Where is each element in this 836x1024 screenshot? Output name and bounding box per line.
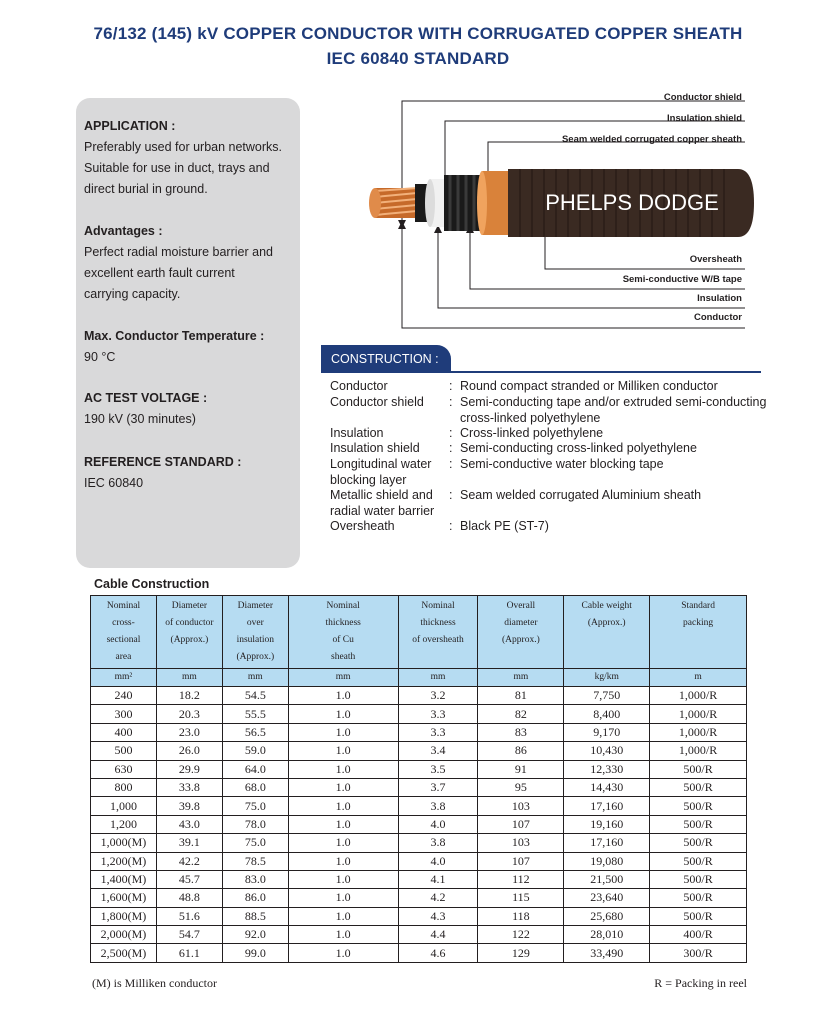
table-cell: 2,000(M)	[91, 926, 157, 944]
table-cell: 500/R	[650, 907, 747, 925]
callout-insulation-shield: Insulation shield	[667, 113, 742, 124]
table-cell: 1.0	[288, 889, 398, 907]
unit-cell: mm	[398, 669, 478, 687]
table-cell: 20.3	[156, 705, 222, 723]
column-header-line: of Cu	[332, 635, 354, 645]
table-cell: 4.6	[398, 944, 478, 962]
max-temp-heading: Max. Conductor Temperature :	[84, 329, 265, 343]
advantages-text	[84, 242, 273, 305]
table-cell: 500/R	[650, 815, 747, 833]
column-header	[91, 596, 157, 669]
table-row	[91, 723, 747, 741]
table-title: Cable Construction	[94, 577, 210, 591]
column-header-line: insulation	[236, 635, 275, 645]
advantages-line: excellent earth fault current	[84, 266, 235, 280]
table-cell: 17,160	[564, 834, 650, 852]
construction-value: Semi-conductive water blocking tape	[460, 457, 664, 471]
table-cell: 1.0	[288, 815, 398, 833]
table-cell: 4.0	[398, 815, 478, 833]
table-cell: 1,000/R	[650, 705, 747, 723]
column-header-line: (Approx.)	[587, 618, 626, 628]
table-row	[91, 870, 747, 888]
table-cell: 500/R	[650, 870, 747, 888]
column-header-line: Standard	[681, 601, 715, 611]
construction-value: Seam welded corrugated Aluminium sheath	[460, 488, 702, 502]
table-cell: 4.1	[398, 870, 478, 888]
column-header-line: Diameter	[171, 601, 208, 611]
table-row	[91, 907, 747, 925]
table-cell: 400	[91, 723, 157, 741]
table-cell: 1,200(M)	[91, 852, 157, 870]
table-cell: 86	[478, 742, 564, 760]
column-header-line: Diameter	[237, 601, 273, 611]
header-row	[91, 596, 747, 669]
column-header	[288, 596, 398, 669]
reference-standard-heading: REFERENCE STANDARD :	[84, 455, 242, 469]
column-header-line: Nominal	[421, 601, 455, 611]
table-row	[91, 778, 747, 796]
table-cell: 107	[478, 852, 564, 870]
application-text	[84, 137, 282, 200]
table-cell: 122	[478, 926, 564, 944]
footnote-reel: R = Packing in reel	[654, 976, 747, 990]
table-cell: 82	[478, 705, 564, 723]
table-row	[91, 926, 747, 944]
construction-value: Black PE (ST-7)	[460, 519, 549, 533]
construction-key: Conductor shield	[330, 395, 424, 409]
table-cell: 75.0	[222, 797, 288, 815]
table-cell: 1,200	[91, 815, 157, 833]
column-header-line: thickness	[325, 618, 361, 628]
table-cell: 1.0	[288, 778, 398, 796]
table-cell: 2,500(M)	[91, 944, 157, 962]
column-header	[222, 596, 288, 669]
table-cell: 55.5	[222, 705, 288, 723]
table-cell: 39.8	[156, 797, 222, 815]
table-cell: 1,000/R	[650, 742, 747, 760]
construction-key: Insulation	[330, 426, 384, 440]
table-cell: 115	[478, 889, 564, 907]
table-cell: 1,000(M)	[91, 834, 157, 852]
construction-key: Longitudinal water blocking layer	[330, 457, 432, 487]
table-cell: 4.0	[398, 852, 478, 870]
table-cell: 83.0	[222, 870, 288, 888]
ac-test-value: 190 kV (30 minutes)	[84, 412, 196, 426]
table-cell: 1.0	[288, 870, 398, 888]
ac-test-heading: AC TEST VOLTAGE :	[84, 391, 208, 405]
table-row	[91, 797, 747, 815]
table-cell: 1.0	[288, 687, 398, 705]
column-header-line: cross-	[112, 618, 135, 628]
table-cell: 112	[478, 870, 564, 888]
table-cell: 1,000/R	[650, 723, 747, 741]
construction-divider	[321, 371, 761, 373]
construction-key: Oversheath	[330, 519, 395, 533]
table-cell: 129	[478, 944, 564, 962]
construction-key: Metallic shield and radial water barrier	[330, 488, 435, 518]
table-cell: 1.0	[288, 705, 398, 723]
table-cell: 68.0	[222, 778, 288, 796]
unit-cell: m	[650, 669, 747, 687]
column-header-line: thickness	[420, 618, 456, 628]
column-header-line: Nominal	[106, 601, 141, 611]
column-header-line: packing	[683, 618, 714, 628]
table-cell: 8,400	[564, 705, 650, 723]
table-cell: 99.0	[222, 944, 288, 962]
advantages-heading: Advantages :	[84, 224, 163, 238]
application-line: direct burial in ground.	[84, 182, 208, 196]
table-cell: 19,160	[564, 815, 650, 833]
table-row	[91, 760, 747, 778]
construction-value: Round compact stranded or Milliken conductor	[460, 379, 718, 393]
table-cell: 1,600(M)	[91, 889, 157, 907]
table-cell: 54.5	[222, 687, 288, 705]
table-cell: 18.2	[156, 687, 222, 705]
column-header	[398, 596, 478, 669]
table-row	[91, 815, 747, 833]
callout-wb-tape: Semi-conductive W/B tape	[622, 274, 742, 285]
table-cell: 12,330	[564, 760, 650, 778]
table-cell: 3.8	[398, 797, 478, 815]
table-cell: 4.3	[398, 907, 478, 925]
table-row	[91, 852, 747, 870]
unit-cell: mm	[222, 669, 288, 687]
table-cell: 1.0	[288, 907, 398, 925]
unit-cell: mm	[156, 669, 222, 687]
table-cell: 3.8	[398, 834, 478, 852]
table-cell: 64.0	[222, 760, 288, 778]
construction-key: Insulation shield	[330, 441, 420, 455]
conductor-strands	[369, 188, 417, 218]
table-cell: 500/R	[650, 778, 747, 796]
cable-diagram	[360, 85, 760, 340]
advantages-line: carrying capacity.	[84, 287, 181, 301]
column-header-line: sheath	[331, 652, 356, 662]
table-row	[91, 705, 747, 723]
table-cell: 3.4	[398, 742, 478, 760]
column-header	[564, 596, 650, 669]
table-cell: 83	[478, 723, 564, 741]
table-cell: 1.0	[288, 742, 398, 760]
construction-value: Semi-conducting cross-linked polyethylene	[460, 441, 697, 455]
construction-heading: CONSTRUCTION :	[321, 345, 451, 373]
table-cell: 43.0	[156, 815, 222, 833]
column-header-line: Overall	[506, 601, 536, 611]
advantages-line: Perfect radial moisture barrier and	[84, 245, 273, 259]
table-cell: 75.0	[222, 834, 288, 852]
unit-cell: kg/km	[564, 669, 650, 687]
table-cell: 3.3	[398, 723, 478, 741]
table-cell: 1.0	[288, 834, 398, 852]
table-cell: 1,800(M)	[91, 907, 157, 925]
table-cell: 33,490	[564, 944, 650, 962]
table-cell: 7,750	[564, 687, 650, 705]
table-cell: 51.6	[156, 907, 222, 925]
table-cell: 500/R	[650, 852, 747, 870]
footnote-milliken: (M) is Milliken conductor	[92, 976, 217, 990]
column-header	[156, 596, 222, 669]
table-cell: 78.5	[222, 852, 288, 870]
table-row	[91, 889, 747, 907]
column-header-line: of oversheath	[412, 635, 464, 645]
table-cell: 61.1	[156, 944, 222, 962]
table-cell: 4.4	[398, 926, 478, 944]
table-cell: 4.2	[398, 889, 478, 907]
table-cell: 23,640	[564, 889, 650, 907]
table-cell: 1.0	[288, 852, 398, 870]
table-cell: 1.0	[288, 944, 398, 962]
table-cell: 500/R	[650, 760, 747, 778]
application-heading: APPLICATION :	[84, 119, 176, 133]
column-header-line: (Approx.)	[170, 635, 209, 645]
table-cell: 91	[478, 760, 564, 778]
table-cell: 48.8	[156, 889, 222, 907]
column-header-line: of conductor	[165, 618, 214, 628]
table-cell: 103	[478, 834, 564, 852]
table-cell: 54.7	[156, 926, 222, 944]
table-cell: 3.5	[398, 760, 478, 778]
callout-insulation: Insulation	[697, 293, 742, 304]
page-title: 76/132 (145) kV COPPER CONDUCTOR WITH CORRUGATED COPPER SHEATH	[93, 24, 743, 43]
table-cell: 1,000/R	[650, 687, 747, 705]
table-cell: 92.0	[222, 926, 288, 944]
application-line: Suitable for use in duct, trays and	[84, 161, 270, 175]
table-cell: 17,160	[564, 797, 650, 815]
table-cell: 10,430	[564, 742, 650, 760]
callout-conductor: Conductor	[693, 312, 742, 323]
table-cell: 800	[91, 778, 157, 796]
table-cell: 1,000	[91, 797, 157, 815]
table-cell: 630	[91, 760, 157, 778]
table-row	[91, 687, 747, 705]
callout-copper-sheath: Seam welded corrugated copper sheath	[561, 134, 742, 145]
table-cell: 59.0	[222, 742, 288, 760]
callout-conductor-shield: Conductor shield	[663, 92, 742, 103]
table-row	[91, 944, 747, 962]
table-cell: 86.0	[222, 889, 288, 907]
table-cell: 3.3	[398, 705, 478, 723]
table-cell: 81	[478, 687, 564, 705]
table-cell: 23.0	[156, 723, 222, 741]
table-cell: 3.2	[398, 687, 478, 705]
column-header-line: Cable weight	[581, 601, 632, 611]
table-cell: 107	[478, 815, 564, 833]
table-cell: 500/R	[650, 889, 747, 907]
column-header-line: diameter	[504, 618, 538, 628]
unit-cell: mm	[478, 669, 564, 687]
table-cell: 500/R	[650, 834, 747, 852]
column-header-line: over	[246, 618, 264, 628]
cable-construction-table	[90, 595, 747, 963]
table-cell: 19,080	[564, 852, 650, 870]
table-cell: 78.0	[222, 815, 288, 833]
column-header-line: (Approx.)	[502, 635, 540, 645]
table-cell: 39.1	[156, 834, 222, 852]
table-cell: 1.0	[288, 723, 398, 741]
table-cell: 118	[478, 907, 564, 925]
column-header	[650, 596, 747, 669]
units-row	[91, 669, 747, 687]
callout-oversheath: Oversheath	[689, 254, 742, 265]
application-line: Preferably used for urban networks.	[84, 140, 283, 154]
table-cell: 3.7	[398, 778, 478, 796]
table-cell: 33.8	[156, 778, 222, 796]
table-cell: 500	[91, 742, 157, 760]
table-cell: 103	[478, 797, 564, 815]
max-temp-value: 90 °C	[84, 350, 116, 364]
unit-cell: mm²	[91, 669, 157, 687]
column-header-line: (Approx.)	[236, 652, 275, 662]
table-cell: 300/R	[650, 944, 747, 962]
column-header	[478, 596, 564, 669]
reference-standard-value: IEC 60840	[84, 476, 144, 490]
table-row	[91, 834, 747, 852]
construction-key: Conductor	[330, 379, 388, 393]
table-cell: 21,500	[564, 870, 650, 888]
table-cell: 14,430	[564, 778, 650, 796]
table-cell: 1.0	[288, 926, 398, 944]
table-cell: 56.5	[222, 723, 288, 741]
table-cell: 42.2	[156, 852, 222, 870]
table-cell: 400/R	[650, 926, 747, 944]
table-cell: 1,400(M)	[91, 870, 157, 888]
table-cell: 300	[91, 705, 157, 723]
brand-text: PHELPS DODGE	[545, 190, 719, 215]
column-header-line: area	[115, 652, 132, 662]
table-cell: 1.0	[288, 797, 398, 815]
table-cell: 1.0	[288, 760, 398, 778]
table-row	[91, 742, 747, 760]
table-cell: 29.9	[156, 760, 222, 778]
table-cell: 28,010	[564, 926, 650, 944]
table-cell: 88.5	[222, 907, 288, 925]
table-cell: 45.7	[156, 870, 222, 888]
unit-cell: mm	[288, 669, 398, 687]
table-cell: 500/R	[650, 797, 747, 815]
table-cell: 9,170	[564, 723, 650, 741]
column-header-line: Nominal	[326, 601, 360, 611]
table-cell: 25,680	[564, 907, 650, 925]
table-cell: 95	[478, 778, 564, 796]
construction-value: Semi-conducting tape and/or extruded semi-conducting cross-linked polyethylene	[460, 395, 767, 425]
table-cell: 240	[91, 687, 157, 705]
column-header-line: sectional	[106, 635, 141, 645]
page-subtitle: IEC 60840 STANDARD	[326, 49, 510, 68]
table-cell: 26.0	[156, 742, 222, 760]
construction-value: Cross-linked polyethylene	[460, 426, 604, 440]
